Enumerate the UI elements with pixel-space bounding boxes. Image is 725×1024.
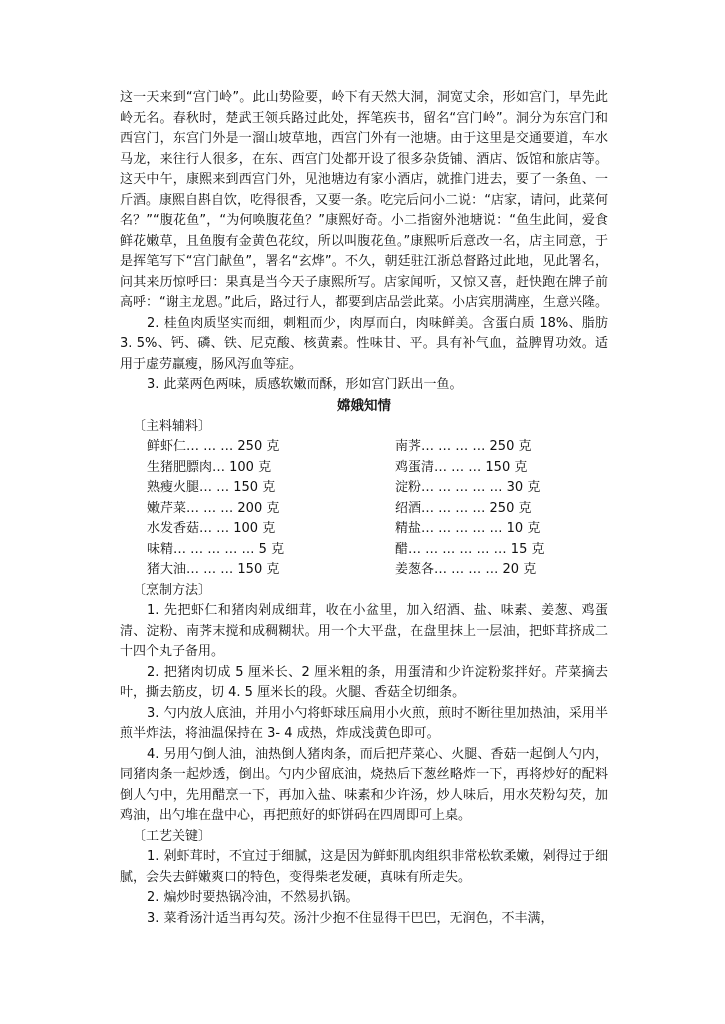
key-point: 1. 剁虾茸时，不宜过于细腻，这是因为鲜虾肌肉组织非常松软柔嫩，剁得过于细腻，会失去鲜嫩爽口的特色，变得柴老发硬，真味有所走失。 bbox=[120, 849, 608, 885]
note-2: 2. 桂鱼肉质坚实而细，刺粗而少，肉厚而白，肉味鲜美。含蛋白质 18%、脂肪 3. 5%、钙、磷、铁、尼克酸、核黄素。性味甘、平。具有补气血，益脾胃功效。适用于虚劳羸瘦，肠风泻血等症。 bbox=[120, 315, 608, 372]
ingredient-item: 南荠… … … … 250 克 bbox=[395, 439, 532, 454]
ingredient-item: 猪大油… … … 150 克 bbox=[147, 562, 280, 577]
ingredient-item: 熟瘦火腿… … 150 克 bbox=[147, 480, 276, 495]
ingredient-item: 嫩芹菜… … … 200 克 bbox=[147, 500, 280, 516]
ingredients-list bbox=[120, 437, 608, 581]
note-3: 3. 此菜两色两味，质感软嫩而酥，形如宫门跃出一鱼。 bbox=[147, 377, 463, 392]
ingredient-item: 味精… … … … … 5 克 bbox=[147, 541, 285, 557]
document-page bbox=[120, 88, 608, 929]
ingredient-item: 鸡蛋清… … … 150 克 bbox=[395, 459, 528, 475]
ingredient-item: 水发香菇… … 100 克 bbox=[147, 521, 276, 536]
method-step: 4. 另用勺倒人油，油热倒人猪肉条，而后把芹菜心、火腿、香菇一起倒人勺内，同猪肉条一起炒透，倒出。勺内少留底油，烧热后下葱丝略炸一下，再将炒好的配料倒人勺中，先用醋烹一下，再加入盐、味素和少许汤，炒人味后，用水芡粉勾芡，加鸡油，出勺堆在盘中心，再把煎好的虾饼码在四周即可上桌。 bbox=[120, 746, 608, 823]
ingredient-item: 鲜虾仁… … … 250 克 bbox=[147, 439, 280, 454]
key-point: 2. 煸炒时要热锅冷油，不然易扒锅。 bbox=[147, 890, 359, 905]
ingredients-header: 〔主料辅料〕 bbox=[133, 418, 212, 434]
dish-title: 嫦娥知情 bbox=[337, 397, 391, 414]
ingredient-item: 淀粉… … … … … 30 克 bbox=[395, 480, 541, 495]
ingredient-item: 绍酒… … … … 250 克 bbox=[395, 500, 532, 516]
ingredient-item: 姜葱各… … … … 20 克 bbox=[395, 562, 537, 577]
ingredient-item: 生猪肥膘肉… 100 克 bbox=[147, 459, 272, 475]
method-header: 〔烹制方法〕 bbox=[133, 582, 212, 598]
intro-paragraph: 这一天来到“宫门岭”。此山势险要，岭下有天然大洞，洞宽丈余，形如宫门，早先此岭无名。春秋时，楚武王领兵路过此处，挥笔疾书，留名“宫门岭”。洞分为东宫门和西宫门，东宫门外是一溜山坡草地，西宫门外有一池塘。由于这里是交通要道，车水马龙，来往行人很多，在东、西宫门处都开设了很多杂货铺、酒店、饭馆和旅店等。这天中午，康熙来到西宫门外，见池塘边有家小酒店，就推门进去，要了一条鱼、一斤酒。康熙自斟自饮，吃得很香，又要一条。吃完后问小二说：“店家，请问，此菜何名？”“腹花鱼”，“为何唤腹花鱼？”康熙好奇。小二指窗外池塘说：“鱼生此间，爱食鲜花嫩草，且鱼腹有金黄色花纹，所以叫腹花鱼。”康熙听后意改一名，店主同意，于是挥笔写下“宫门献鱼”，署名“玄烨”。不久，朝廷驻江浙总督路过此地，见此署名，问其来历惊呼曰：果真是当今天子康熙所写。店家闻听，又惊又喜，赶快跑在牌子前高呼：“谢主龙恩。”此后，路过行人，都要到店品尝此菜。小店宾朋满座，生意兴隆。 bbox=[120, 90, 608, 310]
ingredient-item: 醋… … … … … … 15 克 bbox=[395, 541, 545, 557]
key-point: 3. 菜肴汤汁适当再勾芡。汤汁少抱不住显得干巴巴，无润色，不丰满， bbox=[147, 910, 554, 926]
method-step: 3. 勺内放人底油，并用小勺将虾球压扁用小火煎，煎时不断往里加热油，采用半煎半炸法，将油温保持在 3- 4 成热，炸成浅黄色即可。 bbox=[120, 705, 608, 741]
method-step: 1. 先把虾仁和猪肉剁成细茸，收在小盆里，加入绍酒、盐、味素、姜葱、鸡蛋清、淀粉、南荠末搅和成稠糊状。用一个大平盘，在盘里抹上一层油，把虾茸挤成二十四个丸子备用。 bbox=[120, 603, 608, 659]
ingredient-item: 精盐… … … … … 10 克 bbox=[395, 521, 541, 536]
key-header: 〔工艺关键〕 bbox=[133, 828, 212, 844]
method-step: 2. 把猪肉切成 5 厘米长、2 厘米粗的条，用蛋清和少许淀粉浆拌好。芹菜摘去叶，撕去筋皮，切 4. 5 厘米长的段。火腿、香菇全切细条。 bbox=[120, 664, 608, 700]
